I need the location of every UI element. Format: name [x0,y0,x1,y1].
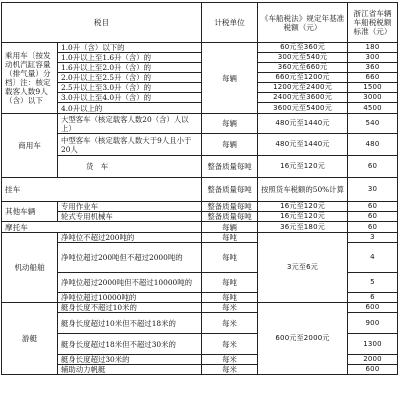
category-yachts: 游艇 [2,303,58,375]
rate-cell: 3 [348,233,398,243]
category-ships: 机动船舶 [2,233,58,303]
rate-cell: 60 [348,212,398,222]
unit-cell: 每米 [202,334,258,355]
range-cell: 60元至360元 [258,43,348,53]
unit-cell: 每吨 [202,243,258,273]
range-cell: 16元至120元 [258,202,348,212]
table-row [2,73,398,83]
unit-cell: 每米 [202,313,258,334]
table-row [2,103,398,114]
item-cell: 轮式专用机械车 [58,212,202,222]
item-cell: 艇身长度超过30米的 [58,355,202,365]
unit-cell: 整备质量每吨 [202,156,258,178]
header-range: 《车船税法》规定年基准税额（元） [258,3,348,43]
unit-cell: 每辆 [202,43,258,114]
range-cell: 3元至6元 [258,233,348,303]
rate-cell: 5 [348,273,398,293]
range-cell: 3600元至5400元 [258,103,348,114]
vehicle-vessel-tax-table-sheet [1,2,397,375]
range-cell: 480元至1440元 [258,134,348,156]
table-row [2,233,398,243]
rate-cell: 360 [348,63,398,73]
header-zhejiang: 浙江省车辆车船税税额标准（元） [348,3,398,43]
rate-cell: 60 [348,222,398,233]
item-cell: 净吨位超过200吨但不超过2000吨的 [58,243,202,273]
item-cell: 净吨位超过10000吨的 [58,293,202,303]
table-row [2,178,398,202]
unit-cell: 每辆 [202,222,258,233]
rate-cell: 1500 [348,83,398,93]
item-cell: 2.0升以上至2.5升（含）的 [58,73,202,83]
rate-cell: 540 [348,114,398,134]
category-passenger-cars: 乘用车〔按发动机汽缸容量（排气量）分档〕注：核定载客人数9人（含）以下 [2,43,58,114]
unit-cell: 每吨 [202,293,258,303]
item-cell: 3.0升以上至4.0升（含）的 [58,93,202,103]
category-commercial: 商用车 [2,114,58,178]
unit-cell: 整备质量每吨 [202,202,258,212]
range-cell: 36元至180元 [258,222,348,233]
rate-cell: 3000 [348,93,398,103]
table-row [2,53,398,63]
rate-cell: 4 [348,243,398,273]
item-cell: 1.6升以上至2.0升（含）的 [58,63,202,73]
item-cell: 1.0升以上至1.6升（含）的 [58,53,202,63]
rate-cell: 180 [348,43,398,53]
table-row [2,43,398,53]
range-cell: 660元至1200元 [258,73,348,83]
item-cell: 净吨位超过2000吨但不超过10000吨的 [58,273,202,293]
category-motorcycle: 摩托车 [2,222,202,233]
rate-cell: 300 [348,53,398,63]
unit-cell: 每米 [202,365,258,375]
header-unit: 计税单位 [202,3,258,43]
rate-cell: 60 [348,202,398,212]
rate-cell: 60 [348,156,398,178]
rate-cell: 4500 [348,103,398,114]
range-cell: 16元至120元 [258,156,348,178]
table-row [2,202,398,212]
table-row [2,93,398,103]
table-row [2,134,398,156]
rate-cell: 2000 [348,355,398,365]
item-cell: 专用作业车 [58,202,202,212]
header-row [2,3,398,43]
unit-cell: 每辆 [202,134,258,156]
range-cell: 360元至660元 [258,63,348,73]
rate-cell: 1300 [348,334,398,355]
category-trailer: 挂车 [2,178,202,202]
rate-cell: 30 [348,178,398,202]
vehicle-vessel-tax-table [1,2,398,375]
table-row [2,63,398,73]
unit-cell: 每吨 [202,273,258,293]
range-cell: 2400元至3600元 [258,93,348,103]
unit-cell: 整备质量每吨 [202,178,258,202]
rate-cell: 600 [348,365,398,375]
item-cell: 艇身长度超过18米但不超过30米的 [58,334,202,355]
range-cell: 1200元至2400元 [258,83,348,93]
range-cell: 16元至120元 [258,212,348,222]
item-cell: 中型客车（核定载客人数大于9人且小于20人 [58,134,202,156]
unit-cell: 每辆 [202,114,258,134]
unit-cell: 每米 [202,355,258,365]
unit-cell: 整备质量每吨 [202,212,258,222]
range-cell: 480元至1440元 [258,114,348,134]
rate-cell: 480 [348,134,398,156]
rate-cell: 900 [348,313,398,334]
table-row [2,303,398,313]
item-cell: 艇身长度不超过10米的 [58,303,202,313]
unit-cell: 每米 [202,303,258,313]
item-cell: 1.0升（含）以下的 [58,43,202,53]
item-cell: 艇身长度超过10米但不超过18米的 [58,313,202,334]
table-row [2,212,398,222]
item-cell: 大型客车（核定载客人数20（含）人以上） [58,114,202,134]
item-cell: 4.0升以上的 [58,103,202,114]
item-cell: 货 车 [58,156,202,178]
rate-cell: 600 [348,303,398,313]
header-item: 税目 [2,3,202,43]
table-row [2,83,398,93]
category-other: 其他车辆 [2,202,58,222]
item-cell: 净吨位不超过200吨的 [58,233,202,243]
range-cell: 按照货车税额的50%计算 [258,178,348,202]
rate-cell: 6 [348,293,398,303]
unit-cell: 每吨 [202,233,258,243]
table-row [2,114,398,134]
item-cell: 2.5升以上至3.0升（含）的 [58,83,202,93]
range-cell: 300元至540元 [258,53,348,63]
rate-cell: 660 [348,73,398,83]
table-row [2,222,398,233]
range-cell: 600元至2000元 [258,303,348,375]
table-row [2,156,398,178]
item-cell: 辅助动力帆艇 [58,365,202,375]
